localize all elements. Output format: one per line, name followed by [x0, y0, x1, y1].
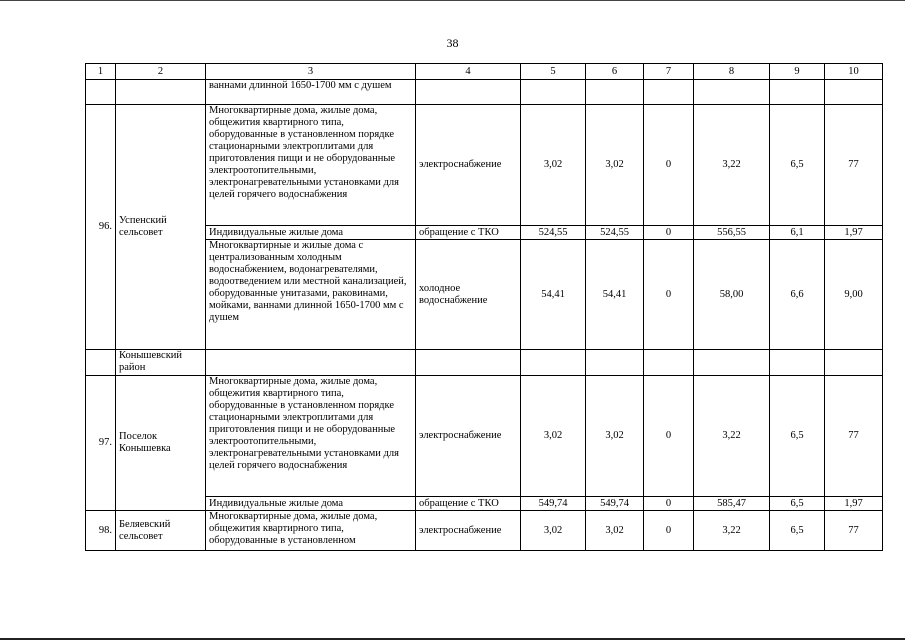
cell-value: 0	[644, 511, 694, 551]
cell-empty	[86, 80, 116, 105]
cell-empty	[770, 80, 825, 105]
cell-description: ваннами длинной 1650-1700 мм с душем	[206, 80, 416, 105]
header-cell: 8	[694, 64, 770, 80]
cell-empty	[644, 350, 694, 376]
table-row	[86, 376, 883, 497]
cell-empty	[521, 80, 586, 105]
cell-service: обращение с ТКО	[416, 226, 521, 240]
cell-value: 3,02	[521, 105, 586, 226]
cell-value: 3,02	[586, 511, 644, 551]
table-row	[86, 105, 883, 226]
cell-value: 3,22	[694, 511, 770, 551]
cell-value: 0	[644, 105, 694, 226]
scan-edge-top	[0, 0, 905, 1]
cell-description: Индивидуальные жилые дома	[206, 497, 416, 511]
cell-value: 77	[825, 376, 883, 497]
cell-value: 585,47	[694, 497, 770, 511]
cell-value: 58,00	[694, 240, 770, 350]
district-name: Конышевский район	[116, 350, 206, 376]
row-number: 96.	[86, 105, 116, 350]
table-row	[86, 350, 883, 376]
cell-value: 3,22	[694, 105, 770, 226]
cell-value: 1,97	[825, 497, 883, 511]
row-number: 97.	[86, 376, 116, 511]
cell-empty	[586, 80, 644, 105]
cell-empty	[416, 80, 521, 105]
cell-value: 3,02	[521, 376, 586, 497]
cell-value: 3,22	[694, 376, 770, 497]
cell-value: 54,41	[586, 240, 644, 350]
cell-empty	[694, 350, 770, 376]
cell-value: 3,02	[521, 511, 586, 551]
header-row	[86, 64, 883, 80]
header-cell: 6	[586, 64, 644, 80]
header-cell: 3	[206, 64, 416, 80]
cell-empty	[586, 350, 644, 376]
cell-description: Многоквартирные дома, жилые дома, общежития квартирного типа, оборудованные в установленном порядке стационарными электроплитами для приготовления пищи и не оборудованные электроотопительными, электронагревательными установками для целей горячего водоснабжения	[206, 105, 416, 226]
cell-value: 0	[644, 497, 694, 511]
cell-empty	[416, 350, 521, 376]
cell-value: 3,02	[586, 105, 644, 226]
header-cell: 1	[86, 64, 116, 80]
cell-value: 549,74	[586, 497, 644, 511]
cell-value: 0	[644, 240, 694, 350]
cell-empty	[521, 350, 586, 376]
cell-empty	[116, 80, 206, 105]
cell-empty	[644, 80, 694, 105]
cell-empty	[86, 350, 116, 376]
header-cell: 9	[770, 64, 825, 80]
cell-value: 0	[644, 376, 694, 497]
cell-empty	[694, 80, 770, 105]
header-cell: 10	[825, 64, 883, 80]
cell-service: электроснабжение	[416, 376, 521, 497]
cell-service: электроснабжение	[416, 105, 521, 226]
table-row	[86, 80, 883, 105]
settlement-name: Поселок Конышевка	[116, 376, 206, 511]
header-cell: 4	[416, 64, 521, 80]
cell-empty	[206, 350, 416, 376]
cell-value: 6,6	[770, 240, 825, 350]
cell-value: 77	[825, 105, 883, 226]
cell-value: 6,5	[770, 376, 825, 497]
cell-value: 6,5	[770, 511, 825, 551]
cell-value: 556,55	[694, 226, 770, 240]
cell-value: 6,5	[770, 497, 825, 511]
header-cell: 5	[521, 64, 586, 80]
cell-service: холодное водоснабжение	[416, 240, 521, 350]
cell-value: 9,00	[825, 240, 883, 350]
cell-value: 549,74	[521, 497, 586, 511]
cell-value: 1,97	[825, 226, 883, 240]
cell-service: электроснабжение	[416, 511, 521, 551]
cell-description: Индивидуальные жилые дома	[206, 226, 416, 240]
cell-value: 6,5	[770, 105, 825, 226]
cell-description: Многоквартирные дома, жилые дома, общежития квартирного типа, оборудованные в установленном	[206, 511, 416, 551]
row-number: 98.	[86, 511, 116, 551]
cell-value: 77	[825, 511, 883, 551]
tariff-table	[85, 63, 883, 551]
cell-empty	[770, 350, 825, 376]
table-row	[86, 497, 883, 511]
settlement-name: Успенский сельсовет	[116, 105, 206, 350]
header-cell: 7	[644, 64, 694, 80]
header-cell: 2	[116, 64, 206, 80]
page-number: 38	[446, 36, 459, 50]
cell-empty	[825, 350, 883, 376]
settlement-name: Беляевский сельсовет	[116, 511, 206, 551]
cell-value: 524,55	[586, 226, 644, 240]
cell-value: 54,41	[521, 240, 586, 350]
table-row	[86, 511, 883, 551]
cell-empty	[825, 80, 883, 105]
cell-value: 0	[644, 226, 694, 240]
cell-description: Многоквартирные и жилые дома с централизованным холодным водоснабжением, водонагревателями, водоотведением или местной канализацией, оборудованные унитазами, раковинами, мойками, ваннами длинной 1650-1700 мм с душем	[206, 240, 416, 350]
table-row	[86, 226, 883, 240]
cell-value: 3,02	[586, 376, 644, 497]
table-row	[86, 240, 883, 350]
cell-description: Многоквартирные дома, жилые дома, общежития квартирного типа, оборудованные в установленном порядке стационарными электроплитами для приготовления пищи и не оборудованные электроотопительными, электронагревательными установками для целей горячего водоснабжения	[206, 376, 416, 497]
cell-value: 524,55	[521, 226, 586, 240]
cell-service: обращение с ТКО	[416, 497, 521, 511]
cell-value: 6,1	[770, 226, 825, 240]
